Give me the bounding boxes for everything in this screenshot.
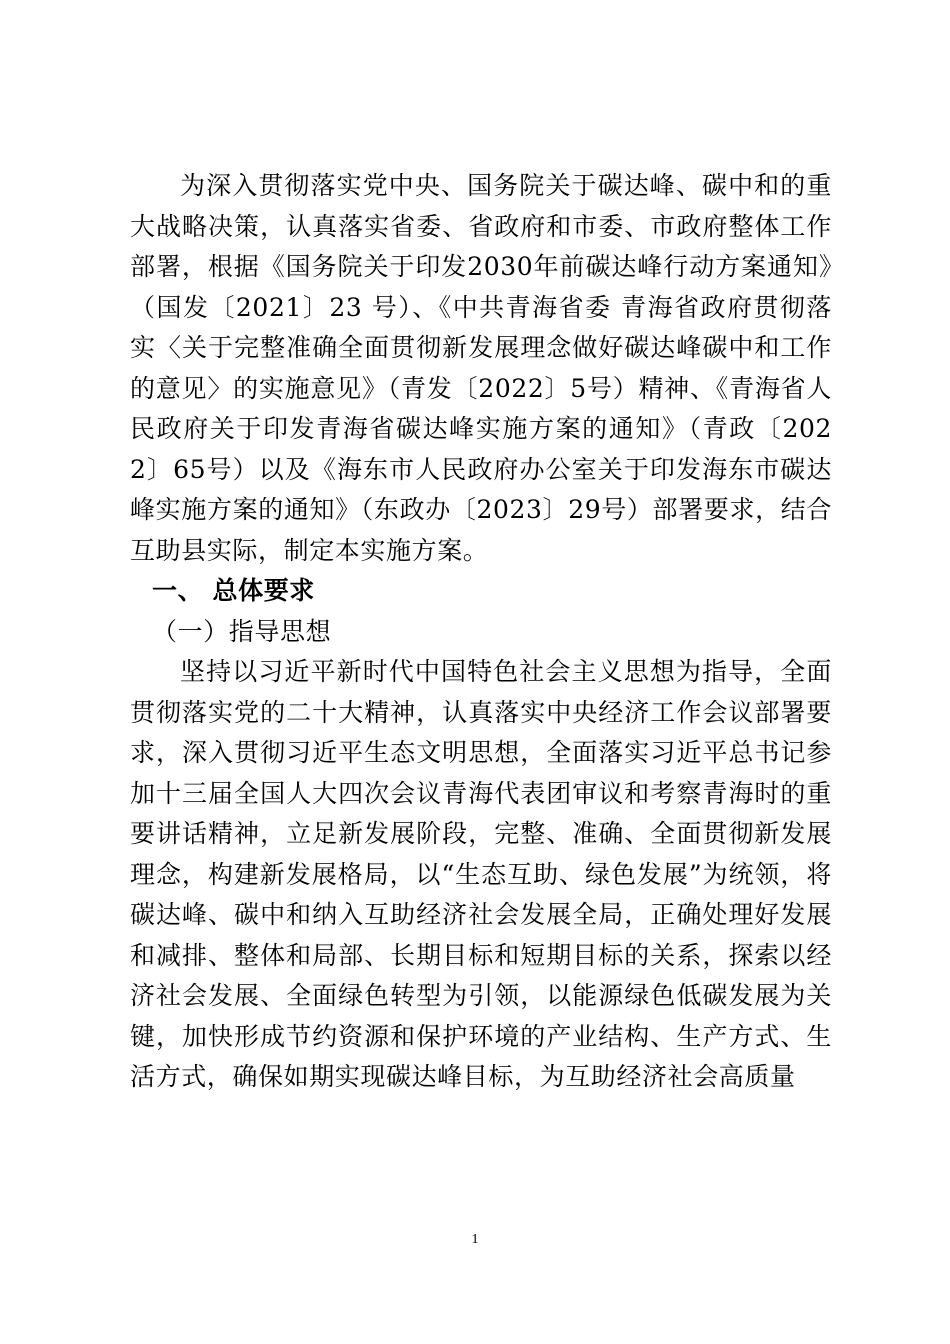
page-number: 1	[471, 1232, 479, 1247]
section-heading-overall-requirements: 一、 总体要求	[152, 576, 315, 605]
guiding-ideology-paragraph: 坚持以习近平新时代中国特色社会主义思想为指导，全面贯彻落实党的二十大精神，认真落实中央经济工作会议部署要求，深入贯彻习近平生态文明思想，全面落实习近平总书记参加十三届全国人大四次会议青海代表团审议和考察青海时的重要讲话精神，立足新发展阶段，完整、准确、全面贯彻新发展理念，构建新发展格局，以“生态互助、绿色发展”为统领，将碳达峰、碳中和纳入互助经济社会发展全局，正确处理好发展和减排、整体和局部、长期目标和短期目标的关系，探索以经济社会发展、全面绿色转型为引领，以能源绿色低碳发展为关键，加快形成节约资源和保护环境的产业结构、生产方式、生活方式，确保如期实现碳达峰目标，为互助经济社会高质量	[130, 657, 832, 1091]
subsection-heading-guiding-ideology: （一）指导思想	[152, 616, 332, 646]
document-body	[130, 166, 832, 1098]
intro-paragraph: 为深入贯彻落实党中央、国务院关于碳达峰、碳中和的重大战略决策，认真落实省委、省政府和市委、市政府整体工作部署，根据《国务院关于印发2030年前碳达峰行动方案通知》（国发〔2021〕23 号）、《中共青海省委 青海省政府贯彻落实〈关于完整准确全面贯彻新发展理念做好碳达峰碳中和工作的意见〉的实施意见》（青发〔2022〕5号）精神、《青海省人民政府关于印发青海省碳达峰实施方案的通知》（青政〔2022〕65号）以及《海东市人民政府办公室关于印发海东市碳达峰实施方案的通知》（东政办〔2023〕29号）部署要求，结合互助县实际，制定本实施方案。	[130, 171, 832, 565]
